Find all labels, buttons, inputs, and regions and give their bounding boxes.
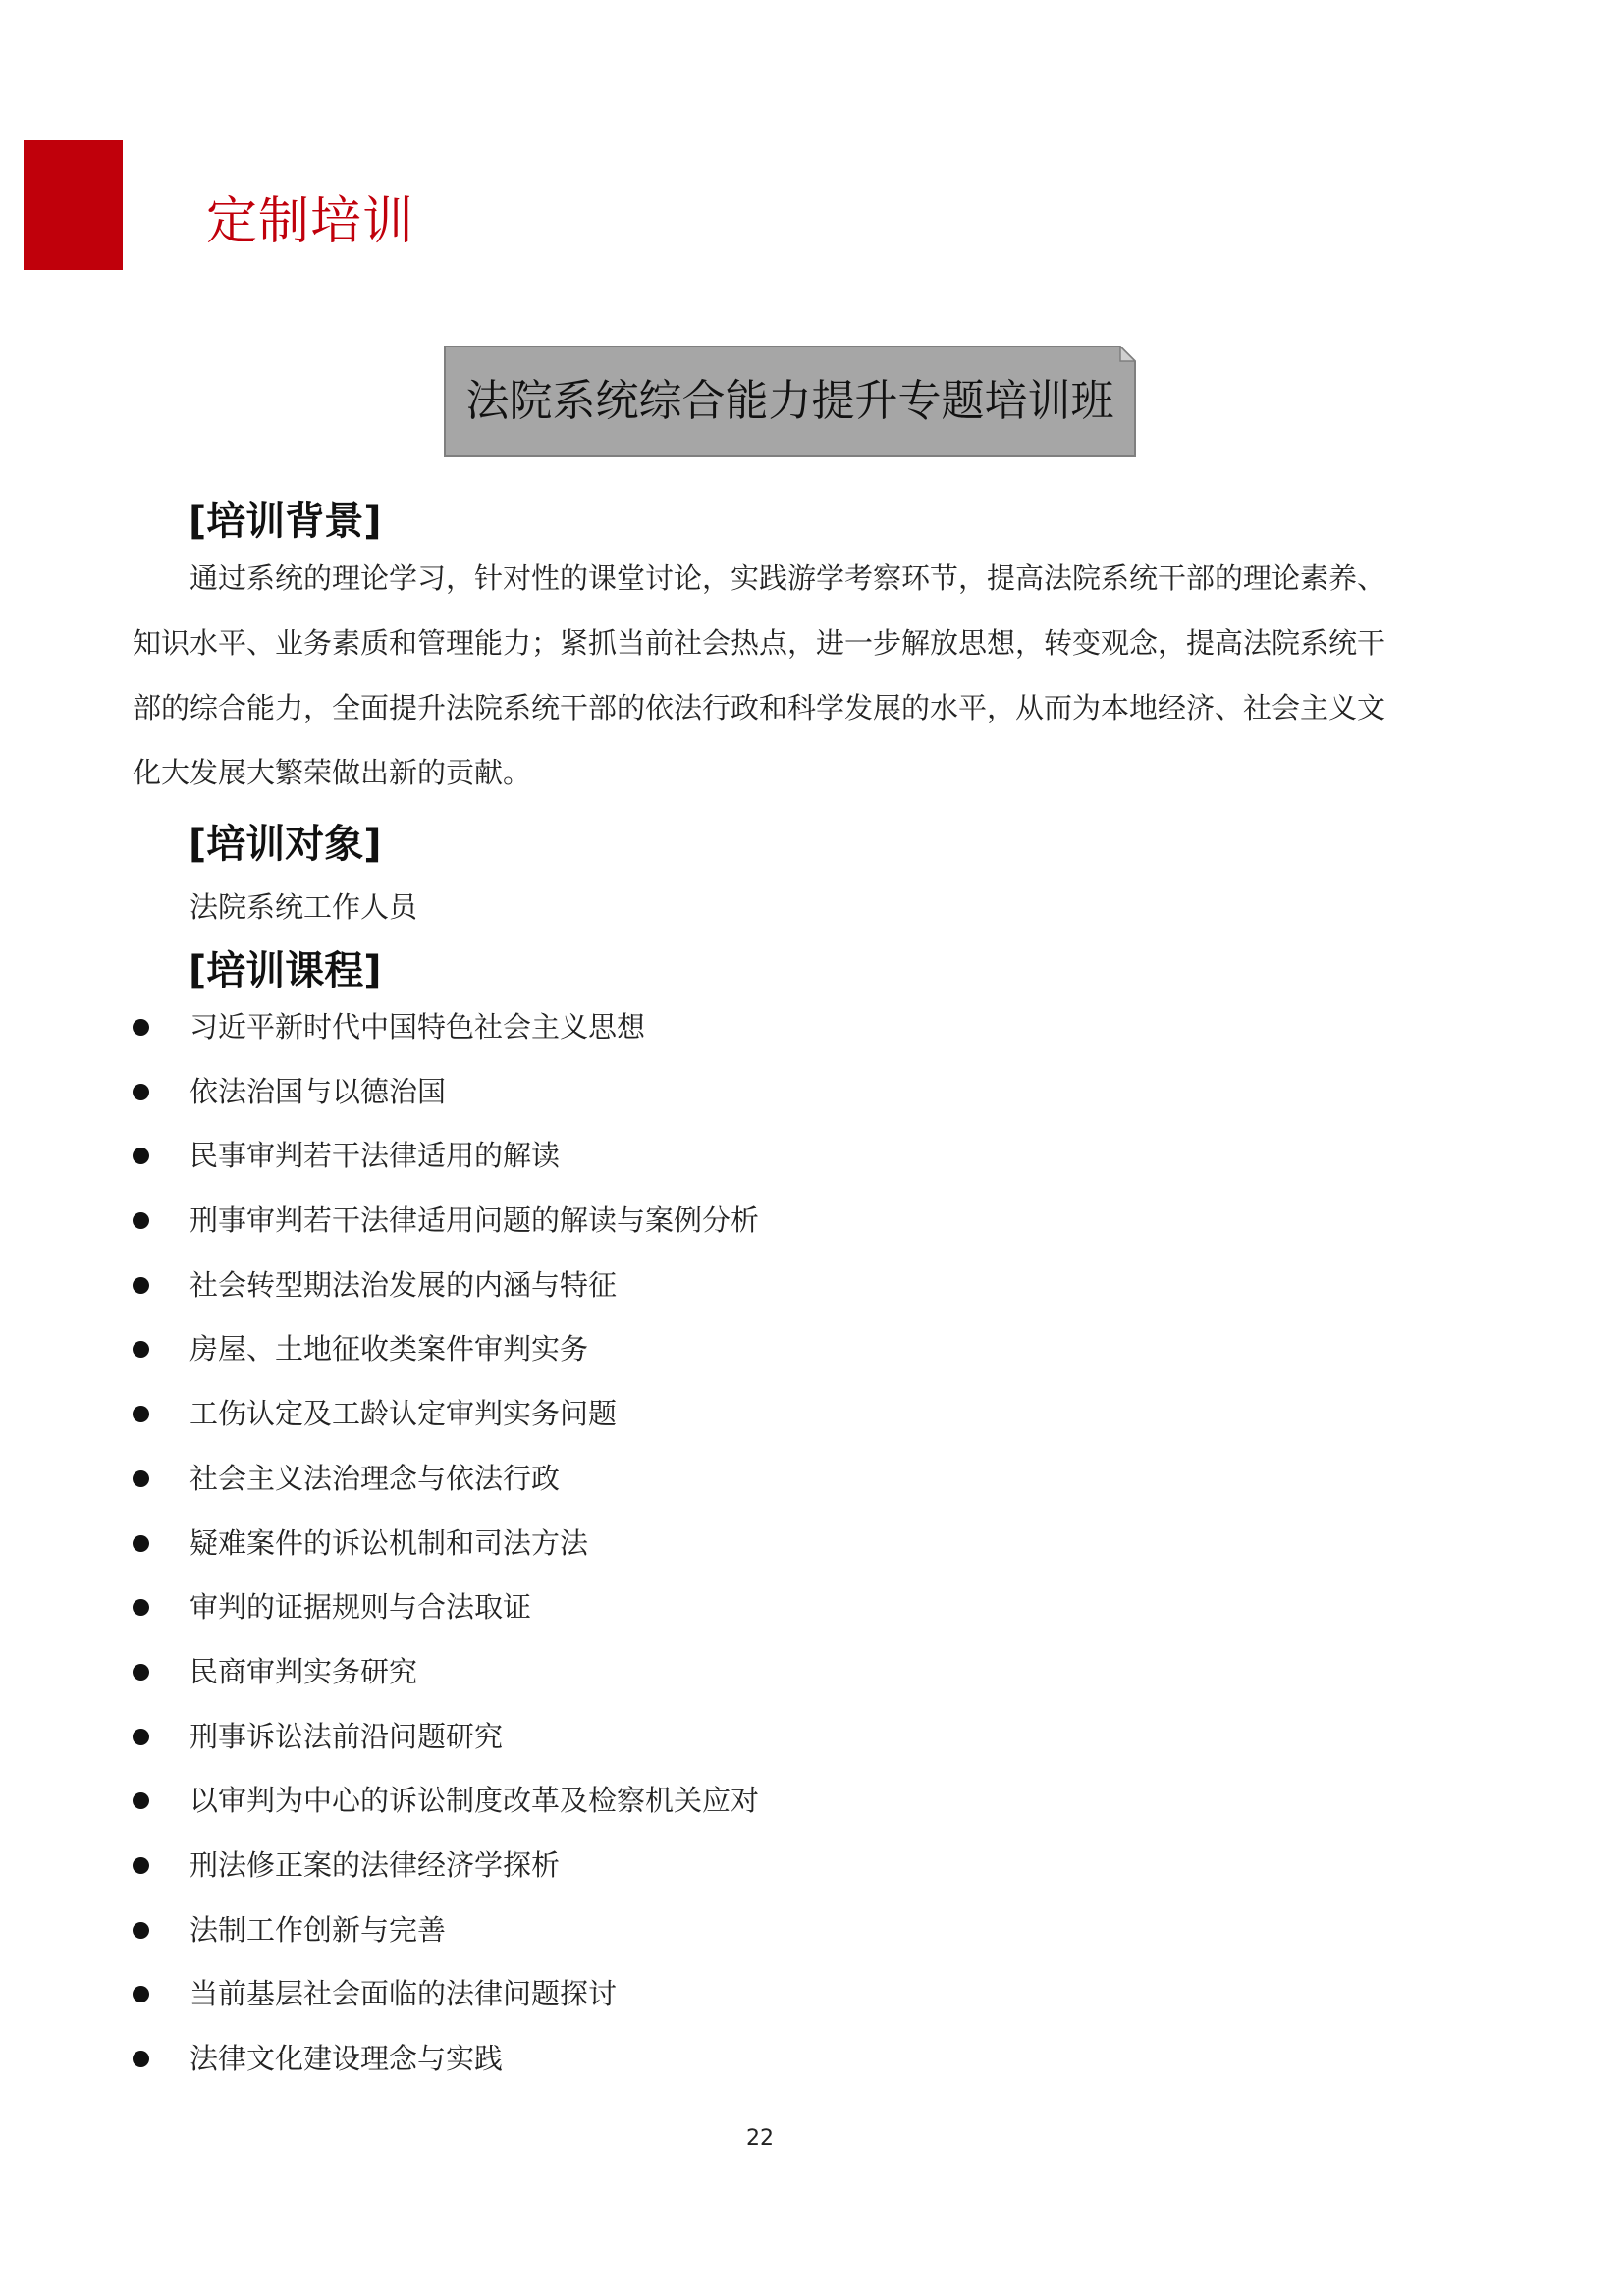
paragraph-line: 化大发展大繁荣做出新的贡献。 [133,756,532,789]
course-text: 房屋、土地征收类案件审判实务 [189,1332,589,1366]
banner [444,346,1136,457]
course-text: 刑事诉讼法前沿问题研究 [189,1719,504,1753]
course-text: 以审判为中心的诉讼制度改革及检察机关应对 [189,1784,760,1818]
background-paragraph [133,546,1394,805]
bullet-icon [133,1535,149,1552]
bullet-icon [133,1084,149,1100]
bullet-icon [133,1406,149,1422]
page-number: 22 [746,2126,774,2151]
bullet-icon [133,1857,149,1874]
background-heading: [培训背景] [189,499,382,544]
audience-heading: [培训对象] [189,822,382,867]
bullet-icon [133,2051,149,2067]
bullet-icon [133,1470,149,1487]
course-text: 刑事审判若干法律适用问题的解读与案例分析 [189,1203,760,1238]
bullet-icon [133,1019,149,1036]
bullet-icon [133,1729,149,1745]
paragraph-line: 部的综合能力，全面提升法院系统干部的依法行政和科学发展的水平，从而为本地经济、社会主义文 [133,691,1386,724]
courses-heading: [培训课程] [189,948,382,993]
section-title: 定制培训 [206,192,415,251]
course-text: 民商审判实务研究 [189,1654,418,1688]
course-text: 社会主义法治理念与依法行政 [189,1461,561,1495]
audience-text: 法院系统工作人员 [189,890,418,924]
bullet-icon [133,1277,149,1294]
course-text: 民事审判若干法律适用的解读 [189,1139,561,1173]
bullet-icon [133,1212,149,1229]
bullet-icon [133,1664,149,1681]
course-text: 法律文化建设理念与实践 [189,2042,504,2075]
course-text: 社会转型期法治发展的内涵与特征 [189,1267,618,1302]
bullet-icon [133,1986,149,2002]
course-text: 习近平新时代中国特色社会主义思想 [189,1010,646,1043]
bullet-icon [133,1148,149,1164]
bullet-icon [133,1922,149,1939]
red-accent-block [24,140,123,270]
paragraph-line: 通过系统的理论学习，针对性的课堂讨论，实践游学考察环节，提高法院系统干部的理论素养、 [189,561,1386,595]
course-text: 刑法修正案的法律经济学探析 [189,1847,561,1882]
banner-title: 法院系统综合能力提升专题培训班 [465,376,1114,426]
course-text: 依法治国与以德治国 [189,1074,447,1108]
course-text: 法制工作创新与完善 [189,1912,447,1947]
bullet-icon [133,1341,149,1358]
course-text: 疑难案件的诉讼机制和司法方法 [189,1525,589,1560]
paragraph-line: 知识水平、业务素质和管理能力；紧抓当前社会热点，进一步解放思想，转变观念，提高法院系统干 [133,626,1386,660]
course-text: 工伤认定及工龄认定审判实务问题 [189,1397,618,1431]
bullet-icon [133,1599,149,1616]
bullet-icon [133,1792,149,1809]
course-text: 审判的证据规则与合法取证 [189,1590,532,1625]
course-text: 当前基层社会面临的法律问题探讨 [189,1977,618,2011]
